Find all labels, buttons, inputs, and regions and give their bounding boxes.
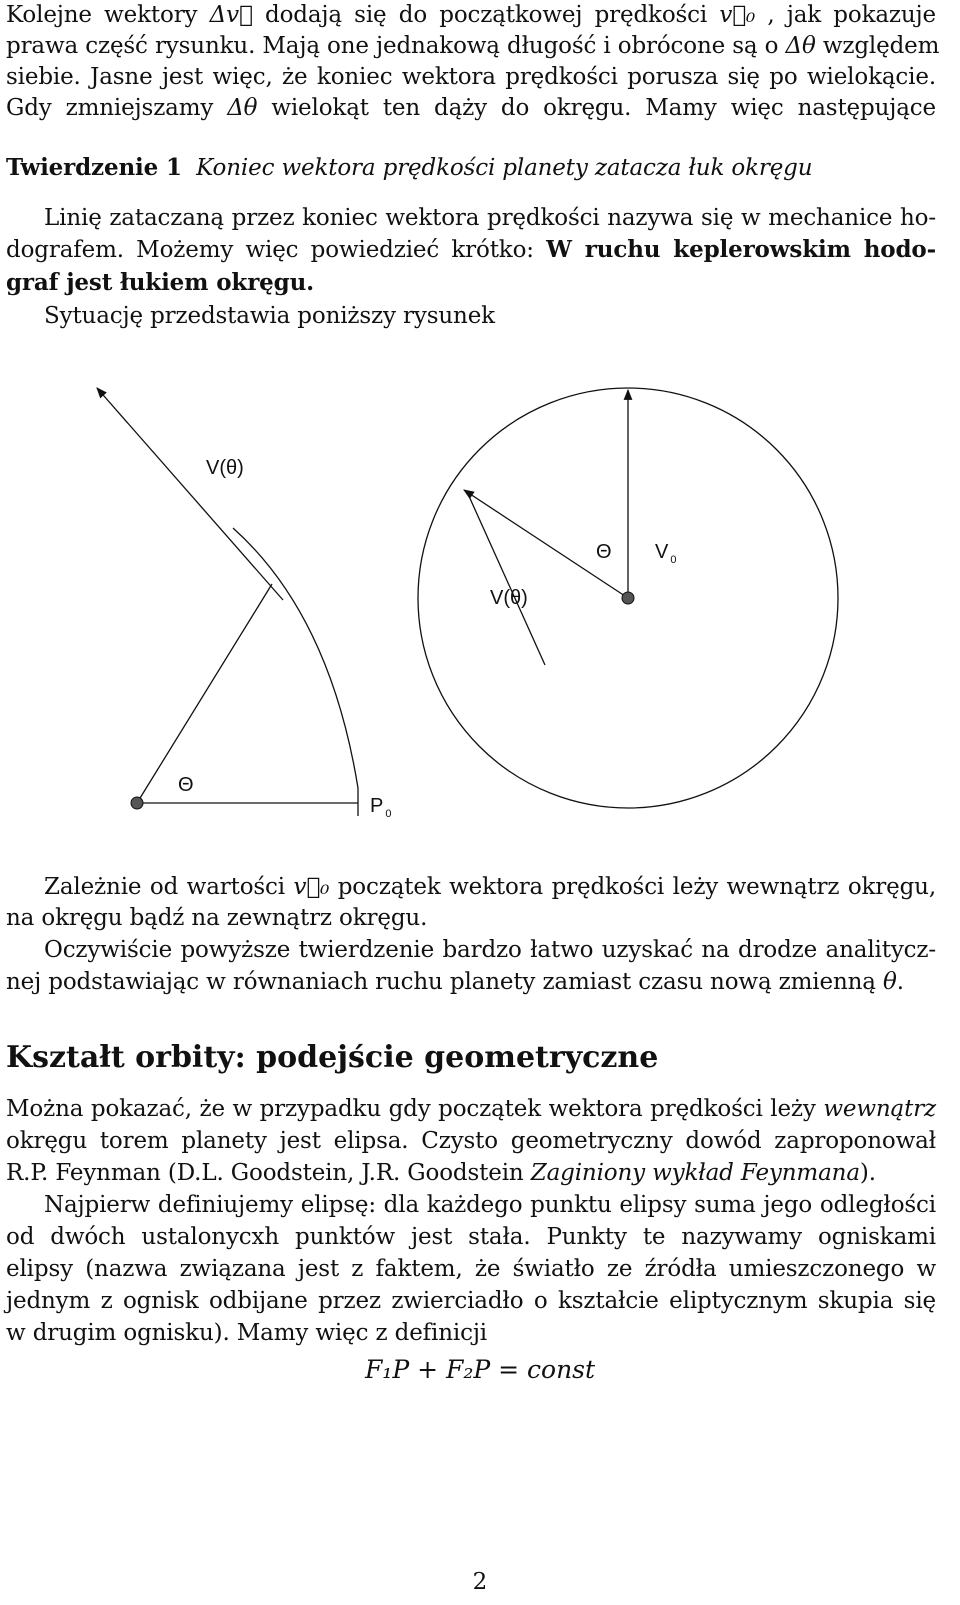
text: dodają się do początkowej prędkości bbox=[252, 2, 720, 28]
section-p2-line-4: jednym z ognisk odbijane przez zwierciadło o kształcie eliptycznym skupia się bbox=[6, 1288, 936, 1314]
hodograph-line-1: Linię zataczaną przez koniec wektora prędkości nazywa się w mechanice ho- bbox=[44, 205, 936, 231]
text: Kolejne wektory bbox=[6, 2, 210, 28]
ellipse-formula: F₁P + F₂P = const bbox=[364, 1355, 596, 1384]
radius-line bbox=[137, 584, 272, 803]
section-p2-line-2: od dwóch ustalonycxh punktów jest stała. Punkty te nazywamy ogniskami bbox=[6, 1224, 936, 1250]
text: ). bbox=[859, 1160, 876, 1186]
theorem-label: Twierdzenie 1 bbox=[6, 154, 182, 181]
hodograph-figure bbox=[0, 370, 960, 840]
hodograph-line-3: graf jest łukiem okręgu. bbox=[6, 269, 315, 296]
chord-line bbox=[468, 494, 545, 665]
text: prawa część rysunku. Mają one jednakową długość i obrócone są o bbox=[6, 33, 786, 59]
text: nej podstawiając w równaniach ruchu planety zamiast czasu nową zmienną bbox=[6, 969, 884, 995]
hodograph-arc bbox=[233, 528, 358, 788]
after-line-4 bbox=[6, 967, 936, 997]
hodograph-line-4: Sytuację przedstawia poniższy rysunek bbox=[44, 303, 495, 329]
math-v0: v⃗₀ bbox=[719, 2, 756, 28]
text: dografem. Możemy więc powiedzieć krótko: bbox=[6, 237, 547, 263]
label-v0: V $_0$ bbox=[655, 541, 677, 566]
emphasis: wewnątrz bbox=[823, 1096, 936, 1122]
text: Zależnie od wartości bbox=[44, 874, 294, 900]
label-theta-bottom: Θ bbox=[178, 774, 194, 796]
origin-point-right bbox=[622, 592, 634, 604]
after-line-3: Oczywiście powyższe twierdzenie bardzo łatwo uzyskać na drodze analitycz- bbox=[44, 937, 936, 963]
math-theta: θ bbox=[883, 969, 897, 995]
section-p1-line-3 bbox=[6, 1158, 936, 1188]
hodograph-line-2 bbox=[6, 235, 936, 265]
section-p1-line-2: okręgu torem planety jest elipsa. Czysto geometryczny dowód zaproponował bbox=[6, 1128, 936, 1154]
theorem bbox=[6, 153, 936, 183]
math-v0: v⃗₀ bbox=[293, 874, 330, 900]
label-v-theta-right: V(θ) bbox=[490, 587, 528, 609]
section-p2-line-1: Najpierw definiujemy elipsę: dla każdego punktu elipsy suma jego odległości bbox=[44, 1192, 936, 1218]
intro-line-3: siebie. Jasne jest więc, że koniec wektora prędkości porusza się po wielokącie. bbox=[6, 64, 936, 90]
book-title: Zaginiony wykład Feynmana bbox=[530, 1160, 860, 1186]
section-title: Kształt orbity: podejście geometryczne bbox=[6, 1040, 659, 1075]
focus-point-left bbox=[131, 797, 143, 809]
section-p2-line-5: w drugim ognisku). Mamy więc z definicji bbox=[6, 1320, 488, 1346]
bold-statement: W ruchu keplerowskim hodo- bbox=[546, 236, 937, 263]
label-v-theta-left: V(θ) bbox=[206, 457, 244, 479]
text: początek wektora prędkości leży wewnątrz okręgu, bbox=[329, 874, 937, 900]
intro-line-4 bbox=[6, 93, 936, 123]
text: wielokąt ten dąży do okręgu. Mamy więc następujące bbox=[257, 95, 936, 121]
intro-line-1 bbox=[6, 0, 936, 30]
text: . bbox=[896, 969, 904, 995]
text: Można pokazać, że w przypadku gdy początek wektora prędkości leży bbox=[6, 1096, 824, 1122]
text: względem bbox=[815, 33, 940, 59]
math-delta-theta: Δθ bbox=[785, 33, 816, 59]
after-line-1 bbox=[44, 872, 936, 902]
page-number: 2 bbox=[472, 1569, 488, 1595]
label-p0: P $_0$ bbox=[370, 795, 392, 820]
theorem-text: Koniec wektora prędkości planety zatacza łuk okręgu bbox=[196, 155, 813, 181]
label-theta-center: Θ bbox=[596, 541, 612, 563]
section-p2-line-3: elipsy (nazwa związana jest z faktem, że światło ze źródła umieszczonego w bbox=[6, 1256, 936, 1282]
text: , jak pokazuje bbox=[755, 2, 936, 28]
text: R.P. Feynman (D.L. Goodstein, J.R. Goodstein bbox=[6, 1160, 531, 1186]
math-delta-theta: Δθ bbox=[227, 95, 258, 121]
math-delta-v: Δv⃗ bbox=[209, 2, 253, 28]
intro-line-2 bbox=[6, 31, 940, 61]
velocity-vector-left bbox=[97, 388, 283, 600]
text: Gdy zmniejszamy bbox=[6, 95, 228, 121]
section-p1-line-1 bbox=[6, 1094, 936, 1124]
after-line-2: na okręgu bądź na zewnątrz okręgu. bbox=[6, 905, 428, 931]
